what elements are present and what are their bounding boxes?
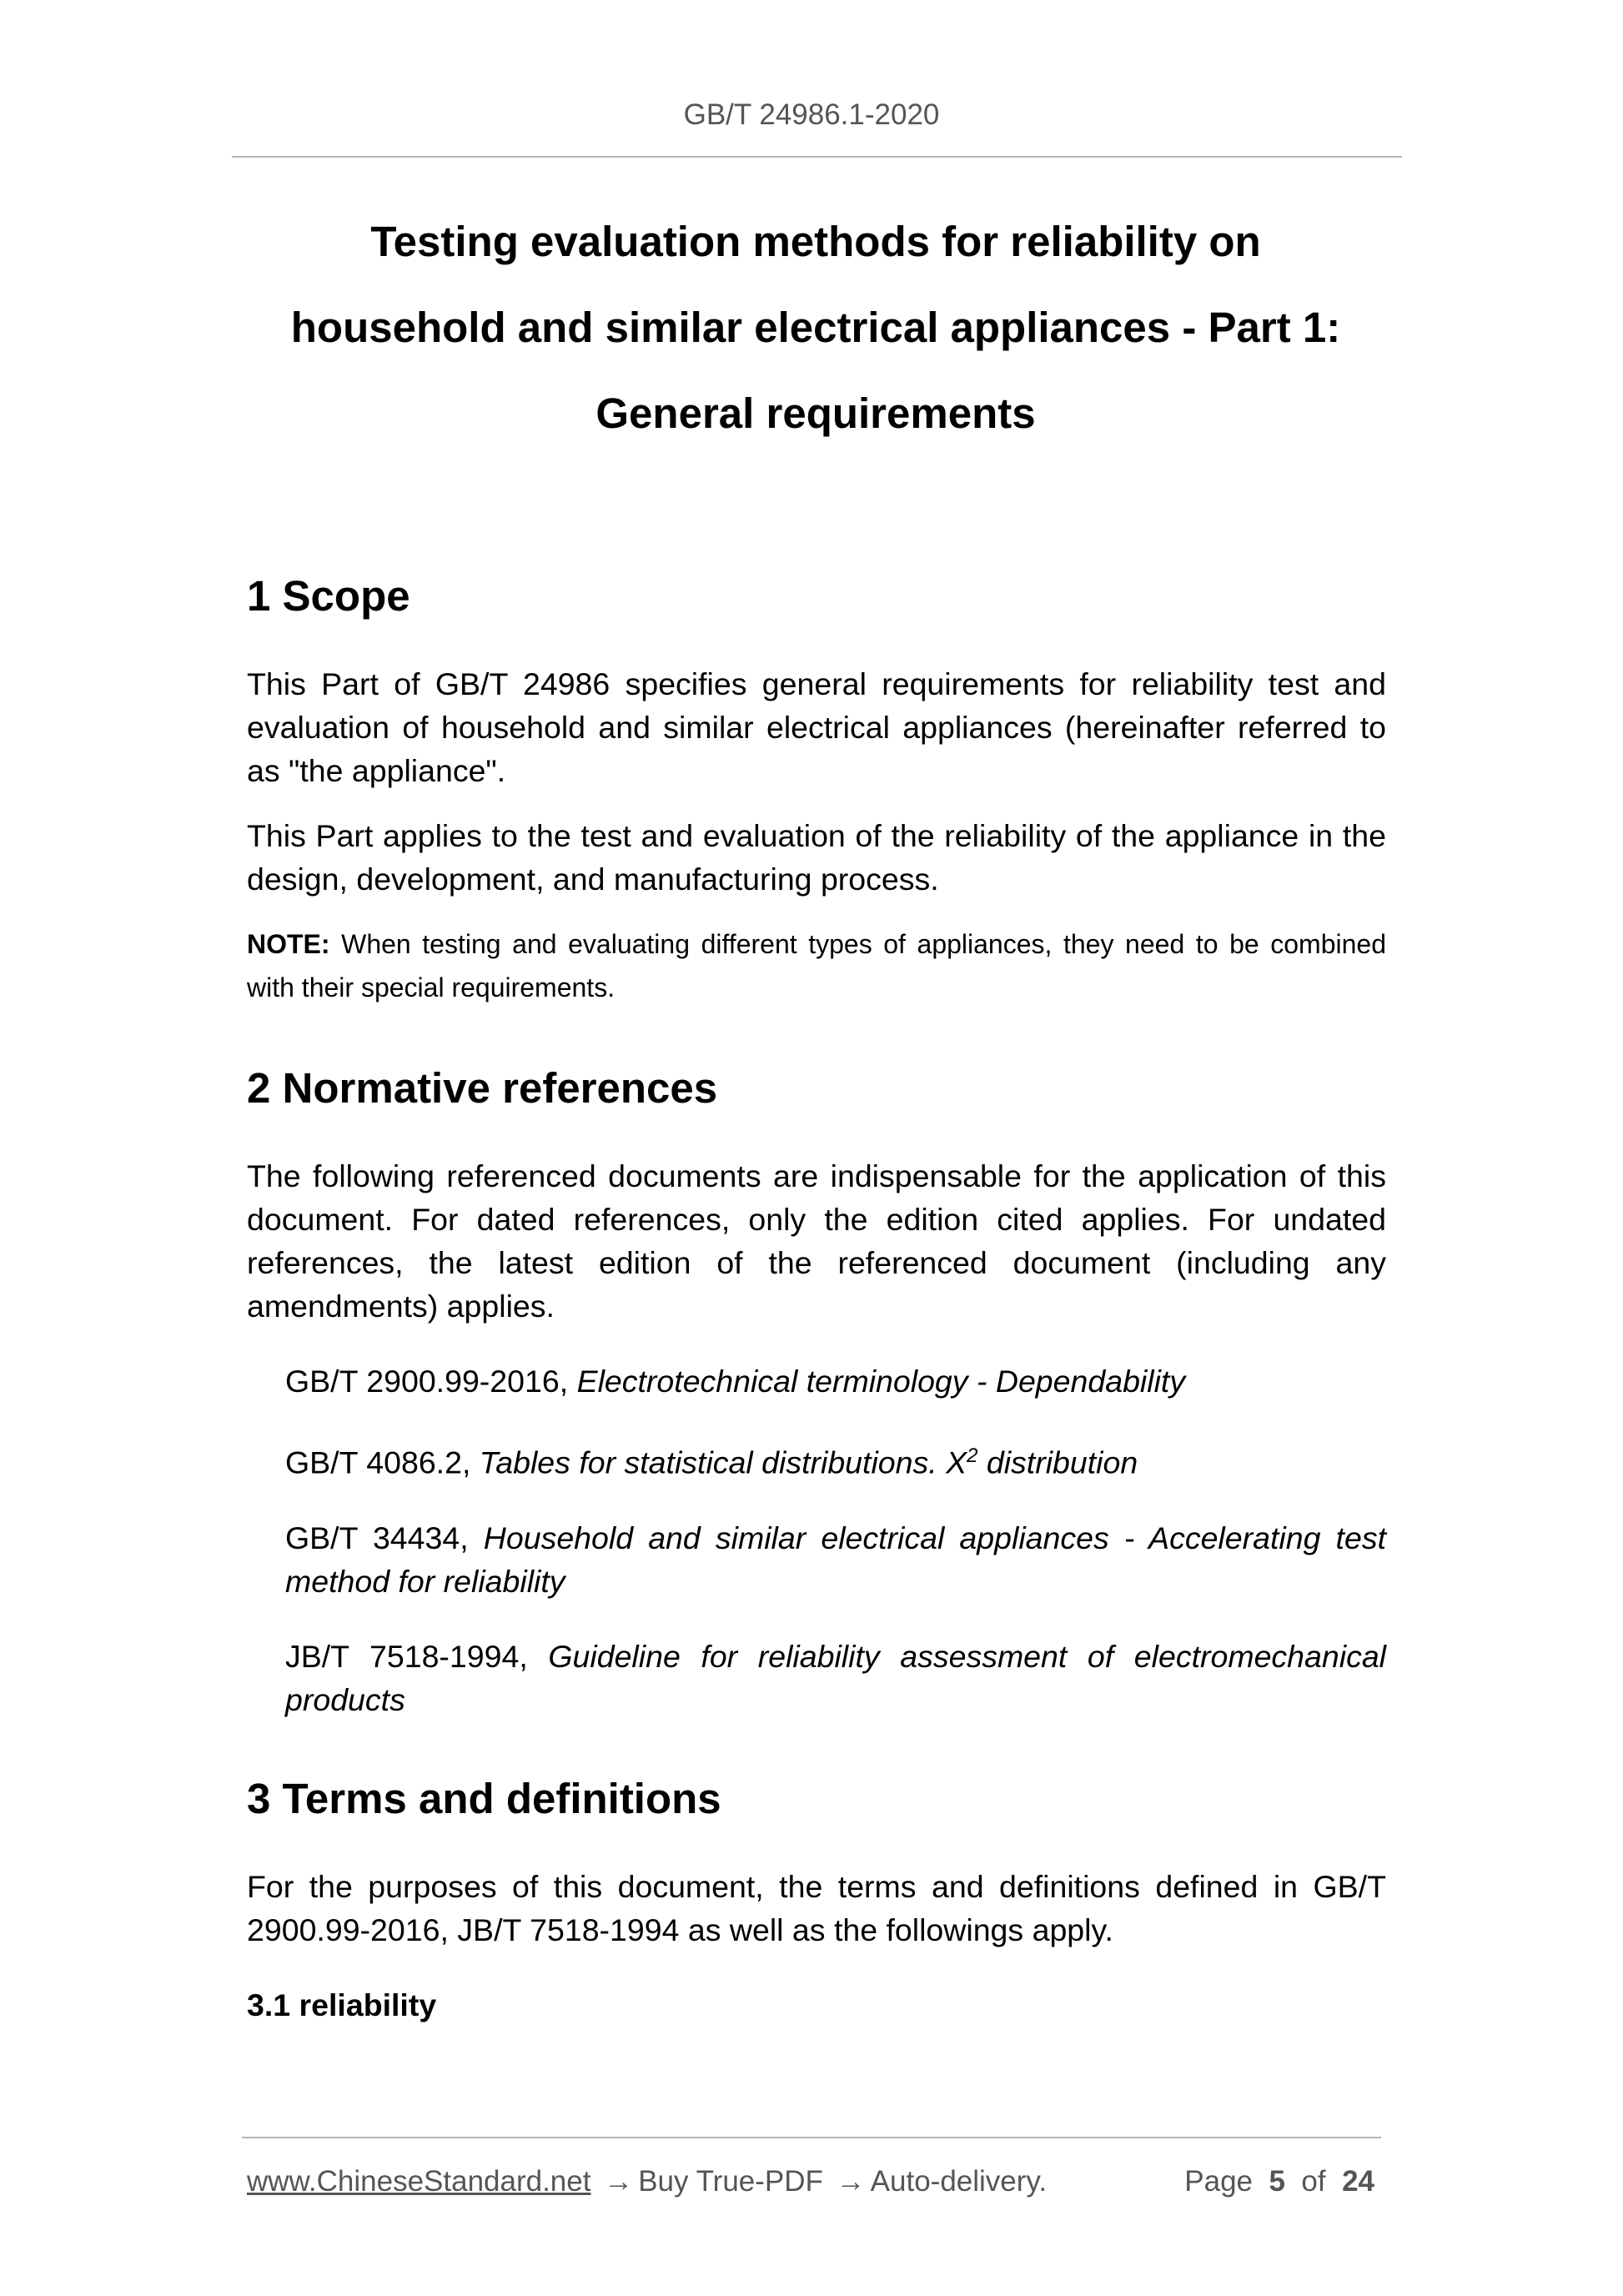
references-intro: The following referenced documents are indispensable for the application of this document. For dated references, only the edition cited applies. For undated references, the latest edition of the referenced document (including any amendments) applies.	[247, 1158, 1386, 1324]
reference-item	[285, 1434, 1386, 1485]
current-page: 5	[1269, 2165, 1285, 2198]
website-link[interactable]: www.ChineseStandard.net	[247, 2165, 591, 2198]
document-code-header: GB/T 24986.1-2020	[683, 98, 940, 131]
title-line-3: General requirements	[595, 389, 1036, 437]
note-label: NOTE:	[247, 929, 330, 959]
reference-code: GB/T 4086.2,	[285, 1444, 480, 1480]
scope-paragraph-1: This Part of GB/T 24986 specifies general requirements for reliability test and evaluation of household and similar electrical appliances (hereinafter referred to as "the appliance".	[247, 666, 1386, 788]
page-label: Page	[1184, 2165, 1254, 2198]
reference-title: Electrotechnical terminology - Dependability	[576, 1364, 1186, 1399]
title-line-2: household and similar electrical appliances - Part 1:	[290, 304, 1341, 351]
scope-note	[247, 922, 1386, 1009]
subsection-3-1-heading: 3.1 reliability	[247, 1987, 437, 2022]
footer-promo	[247, 2162, 1047, 2202]
reference-title: Household and similar electrical appliances - Accelerating test method for reliability	[285, 1520, 1386, 1599]
reference-code: GB/T 34434,	[285, 1520, 484, 1555]
superscript: 2	[967, 1444, 978, 1467]
reference-title: Guideline for reliability assessment of electromechanical products	[285, 1638, 1387, 1717]
reference-item	[285, 1635, 1386, 1721]
auto-delivery-text: Auto-delivery.	[870, 2165, 1048, 2198]
scope-paragraph-2: This Part applies to the test and evaluation of the reliability of the appliance in the design, development, and manufacturing process.	[247, 818, 1386, 897]
reference-item	[285, 1516, 1386, 1603]
total-pages: 24	[1342, 2165, 1374, 2198]
document-body	[247, 567, 1386, 2027]
reference-code: JB/T 7518-1994,	[285, 1638, 549, 1674]
header-divider	[232, 156, 1402, 158]
section-3-heading: 3 Terms and definitions	[247, 1774, 721, 1822]
footer-divider	[242, 2137, 1381, 2138]
terms-intro: For the purposes of this document, the terms and definitions defined in GB/T 2900.99-2016, JB/T 7518-1994 as well as the followings apply.	[247, 1868, 1386, 1947]
section-1-heading: 1 Scope	[247, 572, 410, 620]
title-line-1: Testing evaluation methods for reliability on	[370, 218, 1261, 265]
reference-code: GB/T 2900.99-2016,	[285, 1364, 577, 1399]
note-text: When testing and evaluating different types of appliances, they need to be combined with their special requirements.	[247, 929, 1386, 1002]
reference-item	[285, 1359, 1386, 1403]
arrow-right-icon: →	[604, 2165, 634, 2198]
document-title	[167, 198, 1465, 456]
reference-title-suffix: distribution	[977, 1444, 1138, 1480]
of-label: of	[1301, 2165, 1326, 2198]
section-2-heading: 2 Normative references	[247, 1064, 718, 1112]
arrow-right-icon: →	[836, 2165, 866, 2198]
buy-pdf-text: Buy True-PDF	[638, 2165, 823, 2198]
page-number	[1184, 2162, 1374, 2202]
reference-title: Tables for statistical distributions. X	[479, 1444, 967, 1480]
